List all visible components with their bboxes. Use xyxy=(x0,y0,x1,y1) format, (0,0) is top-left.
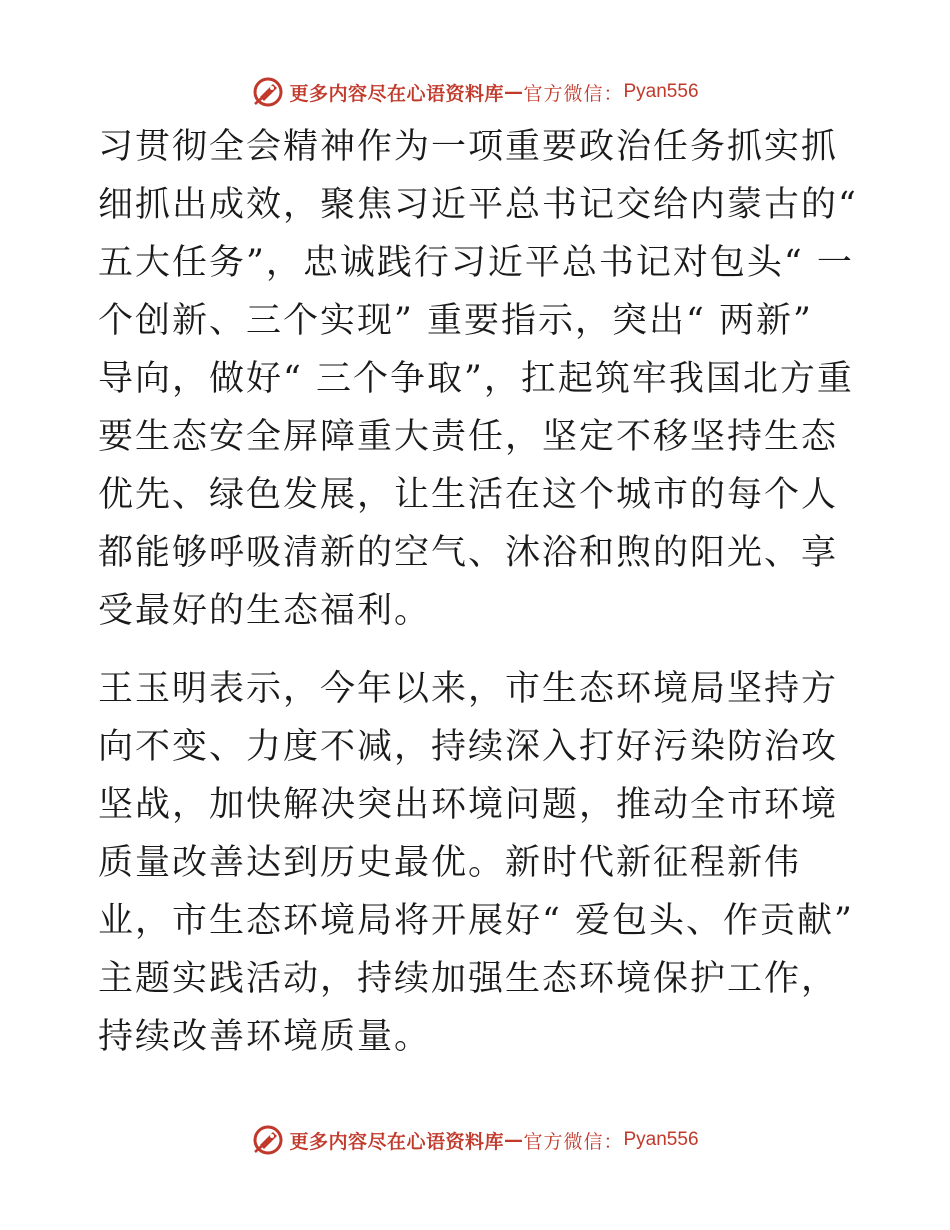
pen-nib-icon xyxy=(251,75,285,109)
watermark-handle: Pyan556 xyxy=(623,1129,699,1150)
watermark-title: 更多内容尽在心语资料库 xyxy=(289,82,504,105)
watermark-handle: Pyan556 xyxy=(623,81,699,102)
document-paragraph: 王玉明表示，今年以来，市生态环境局坚持方向不变、力度不减，持续深入打好污染防治攻坚战，加快解决突出环境问题，推动全市环境质量改善达到历史最优。新时代新征程新伟业，市生态环境局将开展好“ 爱包头、作贡献” 主题实践活动，持续加强生态环境保护工作，持续改善环境质量。 xyxy=(98,669,854,1057)
watermark-subtitle: 官方微信： xyxy=(523,1130,624,1153)
watermark-subtitle: 官方微信： xyxy=(523,82,624,105)
footer-watermark xyxy=(0,1120,950,1160)
watermark-title: 更多内容尽在心语资料库 xyxy=(289,1130,504,1153)
watermark-separator: — xyxy=(503,81,524,103)
pen-nib-icon xyxy=(251,1123,285,1157)
watermark-separator: — xyxy=(503,1129,524,1151)
document-paragraph: 习贯彻全会精神作为一项重要政治任务抓实抓细抓出成效，聚焦习近平总书记交给内蒙古的“ 五大任务”，忠诚践行习近平总书记对包头“ 一个创新、三个实现” 重要指示，突出“ 两新” 导向，做好“ 三个争取”，扛起筑牢我国北方重要生态安全屏障重大责任，坚定不移坚持生态优先、绿色发展，让生活在这个城市的每个人都能够呼吸清新的空气、沐浴和煦的阳光、享受最好的生态福利。 xyxy=(98,127,858,631)
header-watermark xyxy=(0,72,950,112)
